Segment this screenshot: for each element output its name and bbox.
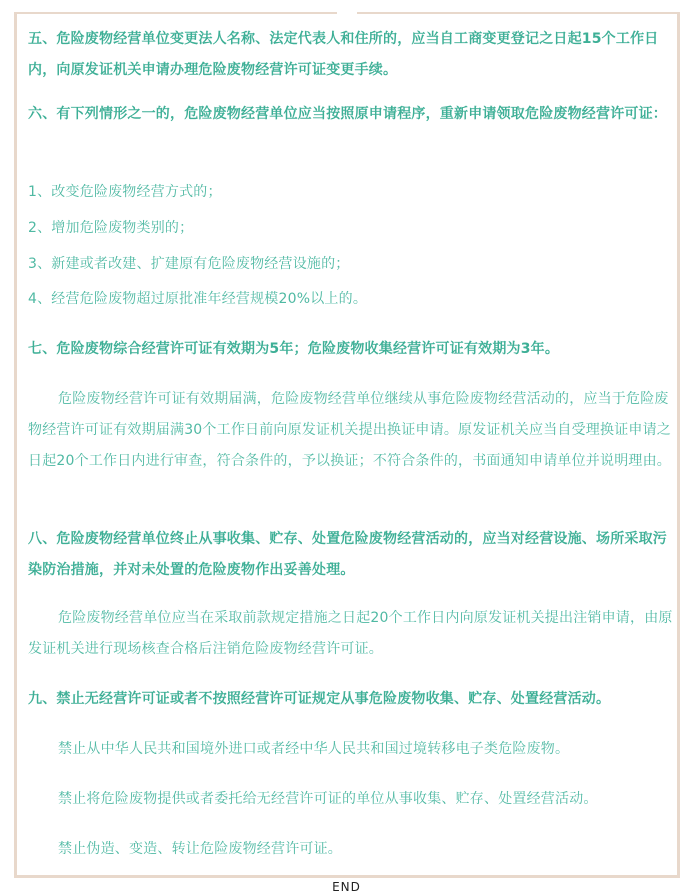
section-8-heading: 八、危险废物经营单位终止从事收集、贮存、处置危险废物经营活动的，应当对经营设施、场所采取污染防治措施，并对未处置的危险废物作出妥善处理。 — [28, 531, 667, 578]
section-6-item-2: 2、增加危险废物类别的； — [28, 220, 194, 236]
section-6-item-4: 4、经营危险废物超过原批准年经营规模20%以上的。 — [28, 291, 368, 307]
section-6-item-3: 3、新建或者改建、扩建原有危险废物经营设施的； — [28, 256, 350, 272]
section-9-heading: 九、禁止无经营许可证或者不按照经营许可证规定从事危险废物收集、贮存、处置经营活动。 — [28, 691, 611, 707]
section-6-item-1: 1、改变危险废物经营方式的； — [28, 184, 222, 200]
section-9-item-1: 禁止从中华人民共和国境外进口或者经中华人民共和国过境转移电子类危险废物。 — [58, 741, 570, 757]
section-9-item-2: 禁止将危险废物提供或者委托给无经营许可证的单位从事收集、贮存、处置经营活动。 — [58, 791, 598, 807]
end-label: END — [332, 880, 361, 894]
section-7-body: 危险废物经营许可证有效期届满，危险废物经营单位继续从事危险废物经营活动的，应当于危险废物经营许可证有效期届满30个工作日前向原发证机关提出换证申请。原发证机关应当自受理换证申请之日起20个工作日内进行审查，符合条件的，予以换证；不符合条件的，书面通知申请单位并说明理由。 — [28, 391, 672, 469]
section-9-item-3: 禁止伪造、变造、转让危险废物经营许可证。 — [58, 841, 342, 857]
section-8-body: 危险废物经营单位应当在采取前款规定措施之日起20个工作日内向原发证机关提出注销申请，由原发证机关进行现场核查合格后注销危险废物经营许可证。 — [28, 610, 673, 657]
section-6-heading: 六、有下列情形之一的，危险废物经营单位应当按照原申请程序，重新申请领取危险废物经营许可证： — [28, 106, 667, 122]
frame-notch — [337, 6, 357, 20]
section-5-heading: 五、危险废物经营单位变更法人名称、法定代表人和住所的，应当自工商变更登记之日起15个工作日内，向原发证机关申请办理危险废物经营许可证变更手续。 — [28, 31, 659, 78]
section-7-heading: 七、危险废物综合经营许可证有效期为5年；危险废物收集经营许可证有效期为3年。 — [28, 341, 560, 357]
